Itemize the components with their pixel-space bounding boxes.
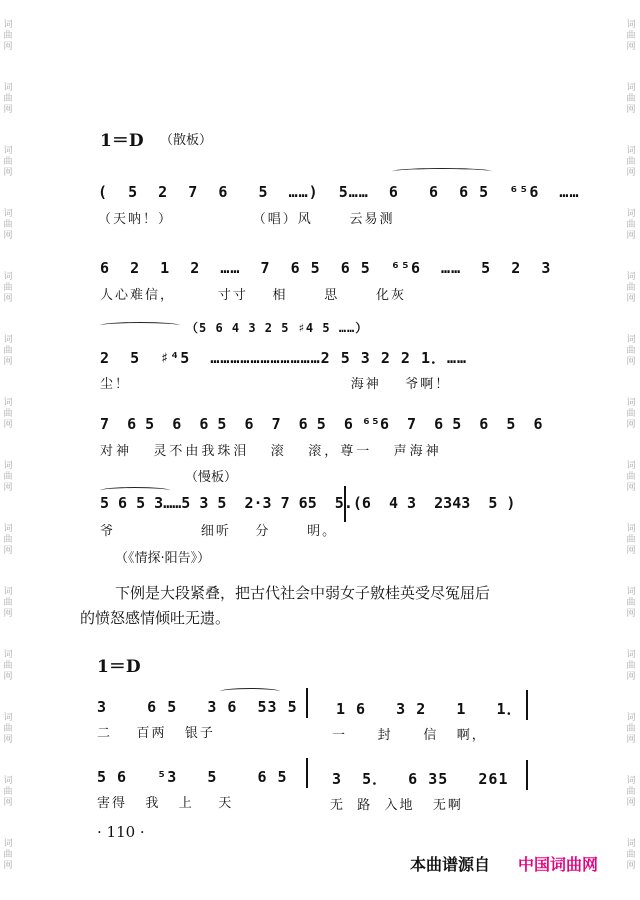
wm: 词曲网 <box>626 461 636 493</box>
wm: 词曲网 <box>626 209 636 241</box>
wm: 词曲网 <box>626 398 636 430</box>
wm: 词曲网 <box>3 776 13 808</box>
wm: 词曲网 <box>626 713 636 745</box>
wm: 词曲网 <box>626 335 636 367</box>
wm: 词曲网 <box>3 20 13 52</box>
notes-line: 7 6 5 6 6 5 6 7 6 5 6 ⁶⁵6 7 6 5 6 5 6 <box>100 415 543 433</box>
wm: 词曲网 <box>626 650 636 682</box>
lyrics-line: 无 路 入地 无啊 <box>330 798 463 813</box>
wm: 词曲网 <box>626 524 636 556</box>
footer-prefix: 本曲谱源自 <box>410 855 491 874</box>
wm: 词曲网 <box>3 587 13 619</box>
interlude: （5 6 4 3 2 5 ♯4 5 ……） <box>186 321 369 335</box>
wm: 词曲网 <box>3 713 13 745</box>
wm: 词曲网 <box>626 272 636 304</box>
lyrics-line: 尘！ 海神 爷啊！ <box>100 377 451 392</box>
lyrics-line: 一 封 信 啊， <box>332 728 487 743</box>
notes-line: ( 5 2 7 6 5 ……) 5…… 6 6 6 5 ⁶⁵6 …… <box>98 183 580 201</box>
notes-line: 5 6 ⁵3 5 6 5 <box>97 768 288 786</box>
wm: 词曲网 <box>3 272 13 304</box>
wm: 词曲网 <box>626 146 636 178</box>
notes-line: 3 6 5 3 6 53 5 <box>97 698 298 716</box>
paragraph-line: 的愤怒感情倾吐无遗。 <box>80 609 231 627</box>
wm: 词曲网 <box>626 83 636 115</box>
wm: 词曲网 <box>3 209 13 241</box>
tempo-marking: （散板） <box>160 133 213 148</box>
wm: 词曲网 <box>626 587 636 619</box>
wm: 词曲网 <box>3 83 13 115</box>
wm: 词曲网 <box>3 650 13 682</box>
lyrics-line: 人心难信， 寸寸 相 思 化灰 <box>100 288 407 303</box>
wm: 词曲网 <box>626 839 636 871</box>
footer-site-link[interactable]: 中国词曲网 <box>518 855 599 874</box>
lyrics-line: 对神 灵不由我珠泪 滚 滚，尊一 声海神 <box>100 444 442 459</box>
lyrics-line: 二 百两 银子 <box>97 726 215 741</box>
wm: 词曲网 <box>3 524 13 556</box>
wm: 词曲网 <box>3 398 13 430</box>
notes-line: 5 6 5 3……5 3 5 2·3 7 65 5.(6 4 3 2343 5 ) <box>100 494 516 512</box>
notes-line: 1 6 3 2 1 1． <box>336 700 523 718</box>
key-signature: 1＝D <box>100 131 144 151</box>
wm: 词曲网 <box>626 20 636 52</box>
tempo-marking: （慢板） <box>185 470 238 485</box>
page-number: · 110 · <box>97 823 145 841</box>
lyrics-line: 害得 我 上 天 <box>97 796 234 811</box>
wm: 词曲网 <box>3 146 13 178</box>
notes-line: 6 2 1 2 …… 7 6 5 6 5 ⁶⁵6 …… 5 2 3 <box>100 259 552 277</box>
wm: 词曲网 <box>3 839 13 871</box>
watermark-right <box>625 20 637 900</box>
source-credit: （《情探·阳告》） <box>115 551 211 566</box>
notes-line: 3 5． 6 35 261 <box>332 770 509 788</box>
key-signature: 1＝D <box>97 657 141 677</box>
wm: 词曲网 <box>3 335 13 367</box>
watermark-left <box>2 20 14 900</box>
lyrics-line: （天呐！） （唱）风 云易测 <box>98 212 395 227</box>
paragraph-line: 下例是大段紧叠，把古代社会中弱女子敫桂英受尽冤屈后 <box>115 584 491 602</box>
wm: 词曲网 <box>626 776 636 808</box>
notes-line: 2 5 ♯⁴5 ……………………………2 5 3 2 2 1．…… <box>100 349 468 367</box>
wm: 词曲网 <box>3 461 13 493</box>
lyrics-line: 爷 细听 分 明。 <box>100 524 338 539</box>
